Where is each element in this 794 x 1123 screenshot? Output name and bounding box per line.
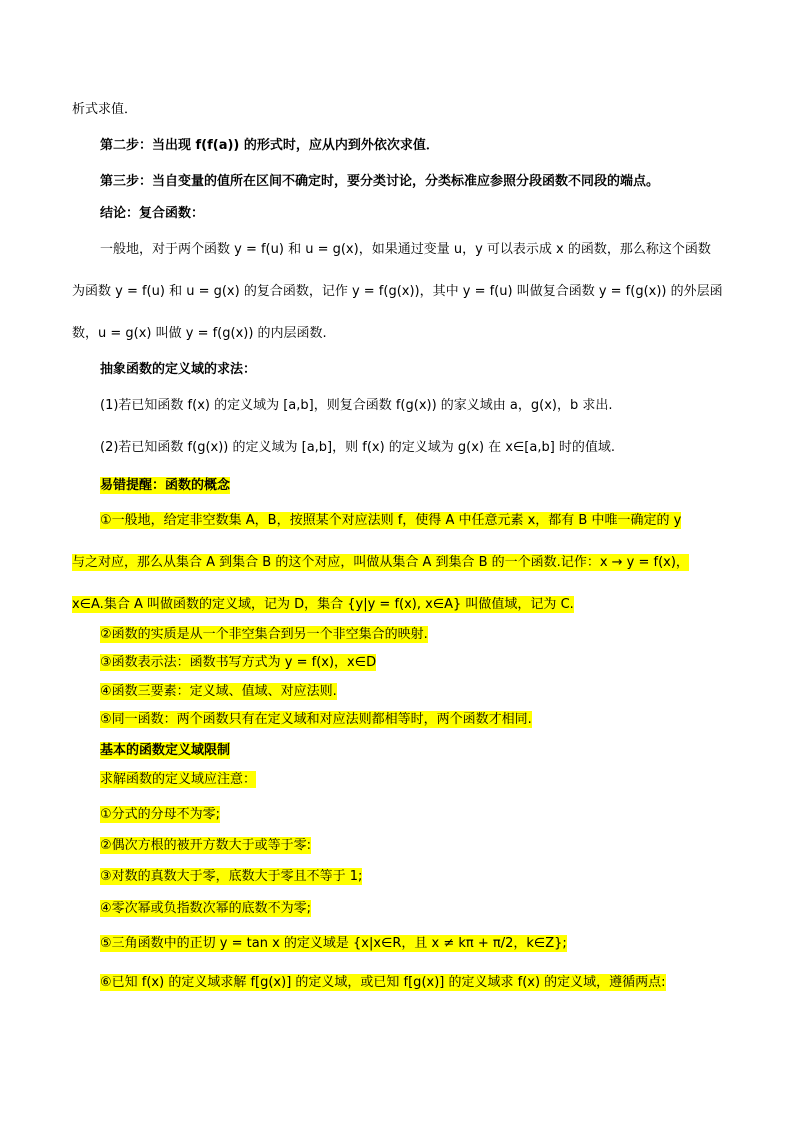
reminder-text: 与之对应，那么从集合 A 到集合 B 的这个对应，叫做从集合 A 到集合 B 的一个函数.记作：x → y = f(x)， (72, 555, 689, 570)
reminder-line-6 (100, 682, 760, 702)
domain-limits-intro-line (100, 770, 760, 790)
reminder-text: x∈A.集合 A 叫做函数的定义域，记为 D，集合 {y|y = f(x), x∈A} 叫做值域，记为 C. (72, 597, 574, 612)
composite-paragraph-line-3: 数，u = g(x) 叫做 y = f(g(x)) 的内层函数. (72, 326, 327, 341)
domain-rule-4 (100, 899, 760, 919)
domain-rule-5 (100, 934, 760, 954)
domain-limits-heading-line (100, 741, 760, 761)
domain-rule-3 (100, 867, 760, 887)
domain-rule-text: ④零次幂或负指数次幂的底数不为零; (100, 901, 312, 916)
abstract-domain-rule-2: (2)若已知函数 f(g(x)) 的定义域为 [a,b]，则 f(x) 的定义域为 g(x) 在 x∈[a,b] 时的值域. (100, 440, 616, 455)
composite-paragraph-line-1: 一般地，对于两个函数 y = f(u) 和 u = g(x)，如果通过变量 u，y 可以表示成 x 的函数，那么称这个函数 (100, 242, 711, 257)
domain-rule-text: ⑤三角函数中的正切 y = tan x 的定义域是 {x|x∈R，且 x ≠ kπ + π/2，k∈Z}; (100, 936, 567, 951)
reminder-text: ④函数三要素：定义域、值域、对应法则. (100, 684, 337, 699)
domain-rule-text: ②偶次方根的被开方数大于或等于零: (100, 838, 312, 853)
text-line: 析式求值． (72, 102, 138, 117)
reminder-text: ①一般地，给定非空数集 A，B，按照某个对应法则 f，使得 A 中任意元素 x，都有 B 中唯一确定的 y (100, 513, 682, 528)
abstract-domain-heading: 抽象函数的定义域的求法： (100, 362, 257, 377)
reminder-line-3 (72, 595, 732, 615)
domain-rule-text: ①分式的分母不为零; (100, 807, 221, 822)
reminder-text: ⑤同一函数：两个函数只有在定义域和对应法则都相等时，两个函数才相同. (100, 712, 532, 727)
abstract-domain-rule-1: (1)若已知函数 f(x) 的定义域为 [a,b]，则复合函数 f(g(x)) 的家义域由 a，g(x)，b 求出. (100, 398, 613, 413)
domain-limits-intro: 求解函数的定义域应注意： (100, 772, 257, 787)
domain-limits-heading: 基本的函数定义域限制 (100, 743, 231, 758)
reminder-heading: 易错提醒：函数的概念 (100, 478, 231, 493)
composite-paragraph-line-2: 为函数 y = f(u) 和 u = g(x) 的复合函数，记作 y = f(g(x))，其中 y = f(u) 叫做复合函数 y = f(g(x)) 的外层函 (72, 284, 723, 299)
reminder-line-7 (100, 710, 760, 730)
reminder-line-2 (72, 553, 732, 573)
domain-rule-6 (100, 973, 760, 993)
reminder-line-1 (100, 511, 760, 531)
reminder-line-5 (100, 653, 760, 673)
step-two: 第二步：当出现 f(f(a)) 的形式时，应从内到外依次求值． (100, 138, 439, 153)
domain-rule-text: ⑥已知 f(x) 的定义域求解 f[g(x)] 的定义域，或已知 f[g(x)] 的定义域求 f(x) 的定义域，遵循两点: (100, 975, 666, 990)
domain-rule-2 (100, 836, 760, 856)
reminder-text: ②函数的实质是从一个非空集合到另一个非空集合的映射. (100, 627, 428, 642)
composite-function-heading: 结论：复合函数： (100, 206, 205, 221)
step-three: 第三步：当自变量的值所在区间不确定时，要分类讨论，分类标准应参照分段函数不同段的端点。 (100, 174, 660, 189)
domain-rule-text: ③对数的真数大于零，底数大于零且不等于 1; (100, 869, 363, 884)
reminder-heading-line (100, 476, 760, 496)
reminder-line-4 (100, 625, 760, 645)
domain-rule-1 (100, 805, 760, 825)
reminder-text: ③函数表示法：函数书写方式为 y = f(x)，x∈D (100, 655, 377, 670)
